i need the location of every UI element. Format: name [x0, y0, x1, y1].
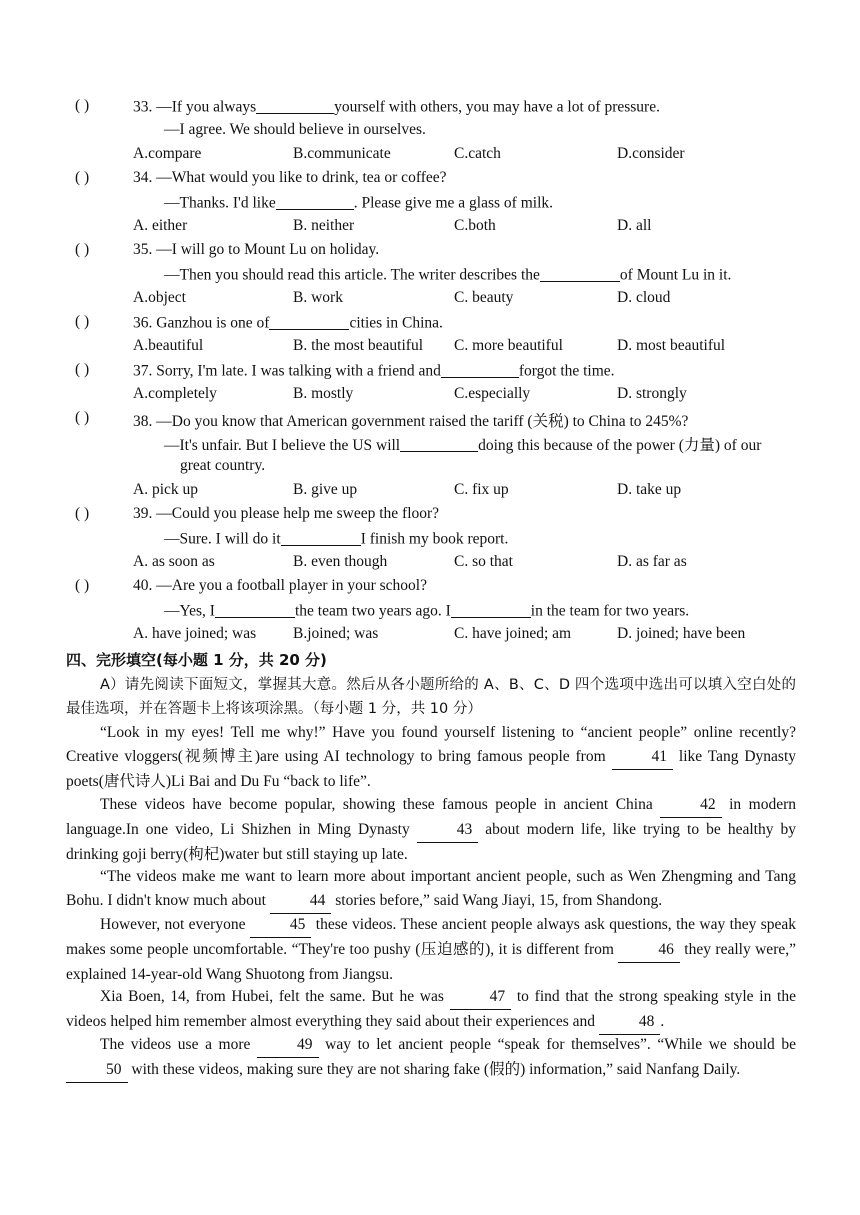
question-37: 37. Sorry, I'm late. I was talking with a friend and forgot the time. [133, 362, 615, 380]
question-line: great country. [180, 457, 266, 474]
question-line: —Yes, I the team two years ago. I in the team for two years. [164, 602, 690, 620]
answer-paren[interactable]: ( ) [75, 313, 90, 330]
option-c[interactable]: C. have joined; am [454, 625, 572, 642]
option-c[interactable]: C. more beautiful [454, 337, 563, 354]
blank [451, 601, 531, 618]
option-b[interactable]: B. neither [293, 217, 355, 234]
option-a[interactable]: A. as soon as [133, 553, 215, 570]
blank-number: 45 [250, 913, 312, 938]
blank [400, 436, 478, 453]
question-line: —I agree. We should believe in ourselves. [164, 121, 426, 138]
option-c[interactable]: C. beauty [454, 289, 514, 306]
option-b[interactable]: B. the most beautiful [293, 337, 424, 354]
passage-paragraph-1: “Look in my eyes! Tell me why!” Have you found yourself listening to “ancient people” online recently? Creative vloggers(视频博主)are using AI technology to bring famous people from 41 like Tang Dynasty poets(唐代诗人)Li Bai and Du Fu “back to life”. [66, 724, 797, 790]
option-d[interactable]: D. cloud [617, 289, 671, 306]
option-a[interactable]: A.completely [133, 385, 217, 402]
option-a[interactable]: A. either [133, 217, 188, 234]
answer-paren[interactable]: ( ) [75, 361, 90, 378]
option-a[interactable]: A. pick up [133, 481, 199, 498]
option-b[interactable]: B.communicate [293, 145, 391, 162]
option-d[interactable]: D. joined; have been [617, 625, 746, 642]
question-33: 33. —If you always yourself with others, you may have a lot of pressure. [133, 98, 660, 116]
question-line: —It's unfair. But I believe the US will doing this because of the power (力量) of our [164, 437, 762, 454]
option-b[interactable]: B. give up [293, 481, 358, 498]
answer-paren[interactable]: ( ) [75, 505, 90, 522]
blank-number: 43 [417, 818, 479, 843]
blank [215, 601, 295, 618]
blank-number: 48 [599, 1010, 661, 1035]
question-line: —Then you should read this article. The writer describes the of Mount Lu in it. [164, 266, 732, 284]
option-a[interactable]: A.compare [133, 145, 202, 162]
blank [281, 529, 361, 546]
blank-number: 42 [660, 793, 722, 818]
option-d[interactable]: D. as far as [617, 553, 687, 570]
option-b[interactable]: B. work [293, 289, 343, 306]
blank [441, 361, 519, 378]
option-c[interactable]: C.both [454, 217, 496, 234]
section-instruction: A）请先阅读下面短文，掌握其大意。然后从各小题所给的 A、B、C、D 四个选项中选出可以填入空白处的最佳选项，并在答题卡上将该项涂黑。（每小题 1 分，共 10 分） [66, 677, 796, 717]
blank [540, 265, 620, 282]
blank-number: 44 [270, 889, 332, 914]
answer-paren[interactable]: ( ) [75, 577, 90, 594]
blank [276, 193, 354, 210]
question-38: 38. —Do you know that American government raised the tariff (关税) to China to 245%? [133, 413, 689, 430]
question-36: 36. Ganzhou is one of cities in China. [133, 314, 443, 332]
passage-paragraph-5: Xia Boen, 14, from Hubei, felt the same. But he was 47 to find that the strong speaking style in the videos helped him remember almost everything they said about their experiences and 48 . [66, 985, 796, 1035]
answer-paren[interactable]: ( ) [75, 409, 90, 426]
option-b[interactable]: B. mostly [293, 385, 354, 402]
passage-paragraph-4: However, not everyone 45 these videos. These ancient people always ask questions, the way they speak makes some people uncomfortable. “They're too pushy (压迫感的), it is different from 46 they really were,” explained 14-year-old Wang Shuotong from Jiangsu. [66, 913, 796, 987]
option-d[interactable]: D. most beautiful [617, 337, 726, 354]
passage-paragraph-2: These videos have become popular, showing these famous people in ancient China 42 in modern language.In one video, Li Shizhen in Ming Dynasty 43 about modern life, like trying to be healthy by drinking goji berry(枸杞)water but still staying up late. [66, 793, 796, 867]
passage-paragraph-6: The videos use a more 49 way to let ancient people “speak for themselves”. “While we should be 50 with these videos, making sure they are not sharing fake (假的) information,” said Nanfang Daily. [66, 1033, 796, 1083]
option-c[interactable]: C. fix up [454, 481, 509, 498]
blank-number: 46 [618, 938, 680, 963]
option-b[interactable]: B. even though [293, 553, 388, 570]
option-a[interactable]: A.beautiful [133, 337, 204, 354]
option-c[interactable]: C.especially [454, 385, 531, 402]
blank-number: 41 [612, 745, 674, 770]
option-a[interactable]: A. have joined; was [133, 625, 257, 642]
blank [269, 313, 349, 330]
answer-paren[interactable]: ( ) [75, 97, 90, 114]
section-title: 四、完形填空(每小题 1 分，共 20 分) [66, 651, 327, 669]
passage-paragraph-3: “The videos make me want to learn more about important ancient people, such as Wen Zhengming and Tang Bohu. I didn't know much about 44 stories before,” said Wang Jiayi, 15, from Shandong. [66, 865, 796, 914]
blank-number: 47 [450, 985, 512, 1010]
question-39: 39. —Could you please help me sweep the floor? [133, 505, 440, 522]
option-d[interactable]: D. all [617, 217, 652, 234]
option-a[interactable]: A.object [133, 289, 186, 306]
option-d[interactable]: D. strongly [617, 385, 687, 402]
option-d[interactable]: D.consider [617, 145, 685, 162]
blank-number: 50 [66, 1058, 128, 1083]
question-34: 34. —What would you like to drink, tea or coffee? [133, 169, 447, 186]
question-line: —Sure. I will do it I finish my book report. [164, 530, 509, 548]
question-35: 35. —I will go to Mount Lu on holiday. [133, 241, 380, 258]
option-b[interactable]: B.joined; was [293, 625, 379, 642]
answer-paren[interactable]: ( ) [75, 169, 90, 186]
option-d[interactable]: D. take up [617, 481, 682, 498]
question-40: 40. —Are you a football player in your school? [133, 577, 427, 594]
blank [256, 97, 334, 114]
option-c[interactable]: C. so that [454, 553, 513, 570]
question-line: —Thanks. I'd like . Please give me a glass of milk. [164, 194, 554, 212]
blank-number: 49 [257, 1033, 319, 1058]
option-c[interactable]: C.catch [454, 145, 501, 162]
answer-paren[interactable]: ( ) [75, 241, 90, 258]
